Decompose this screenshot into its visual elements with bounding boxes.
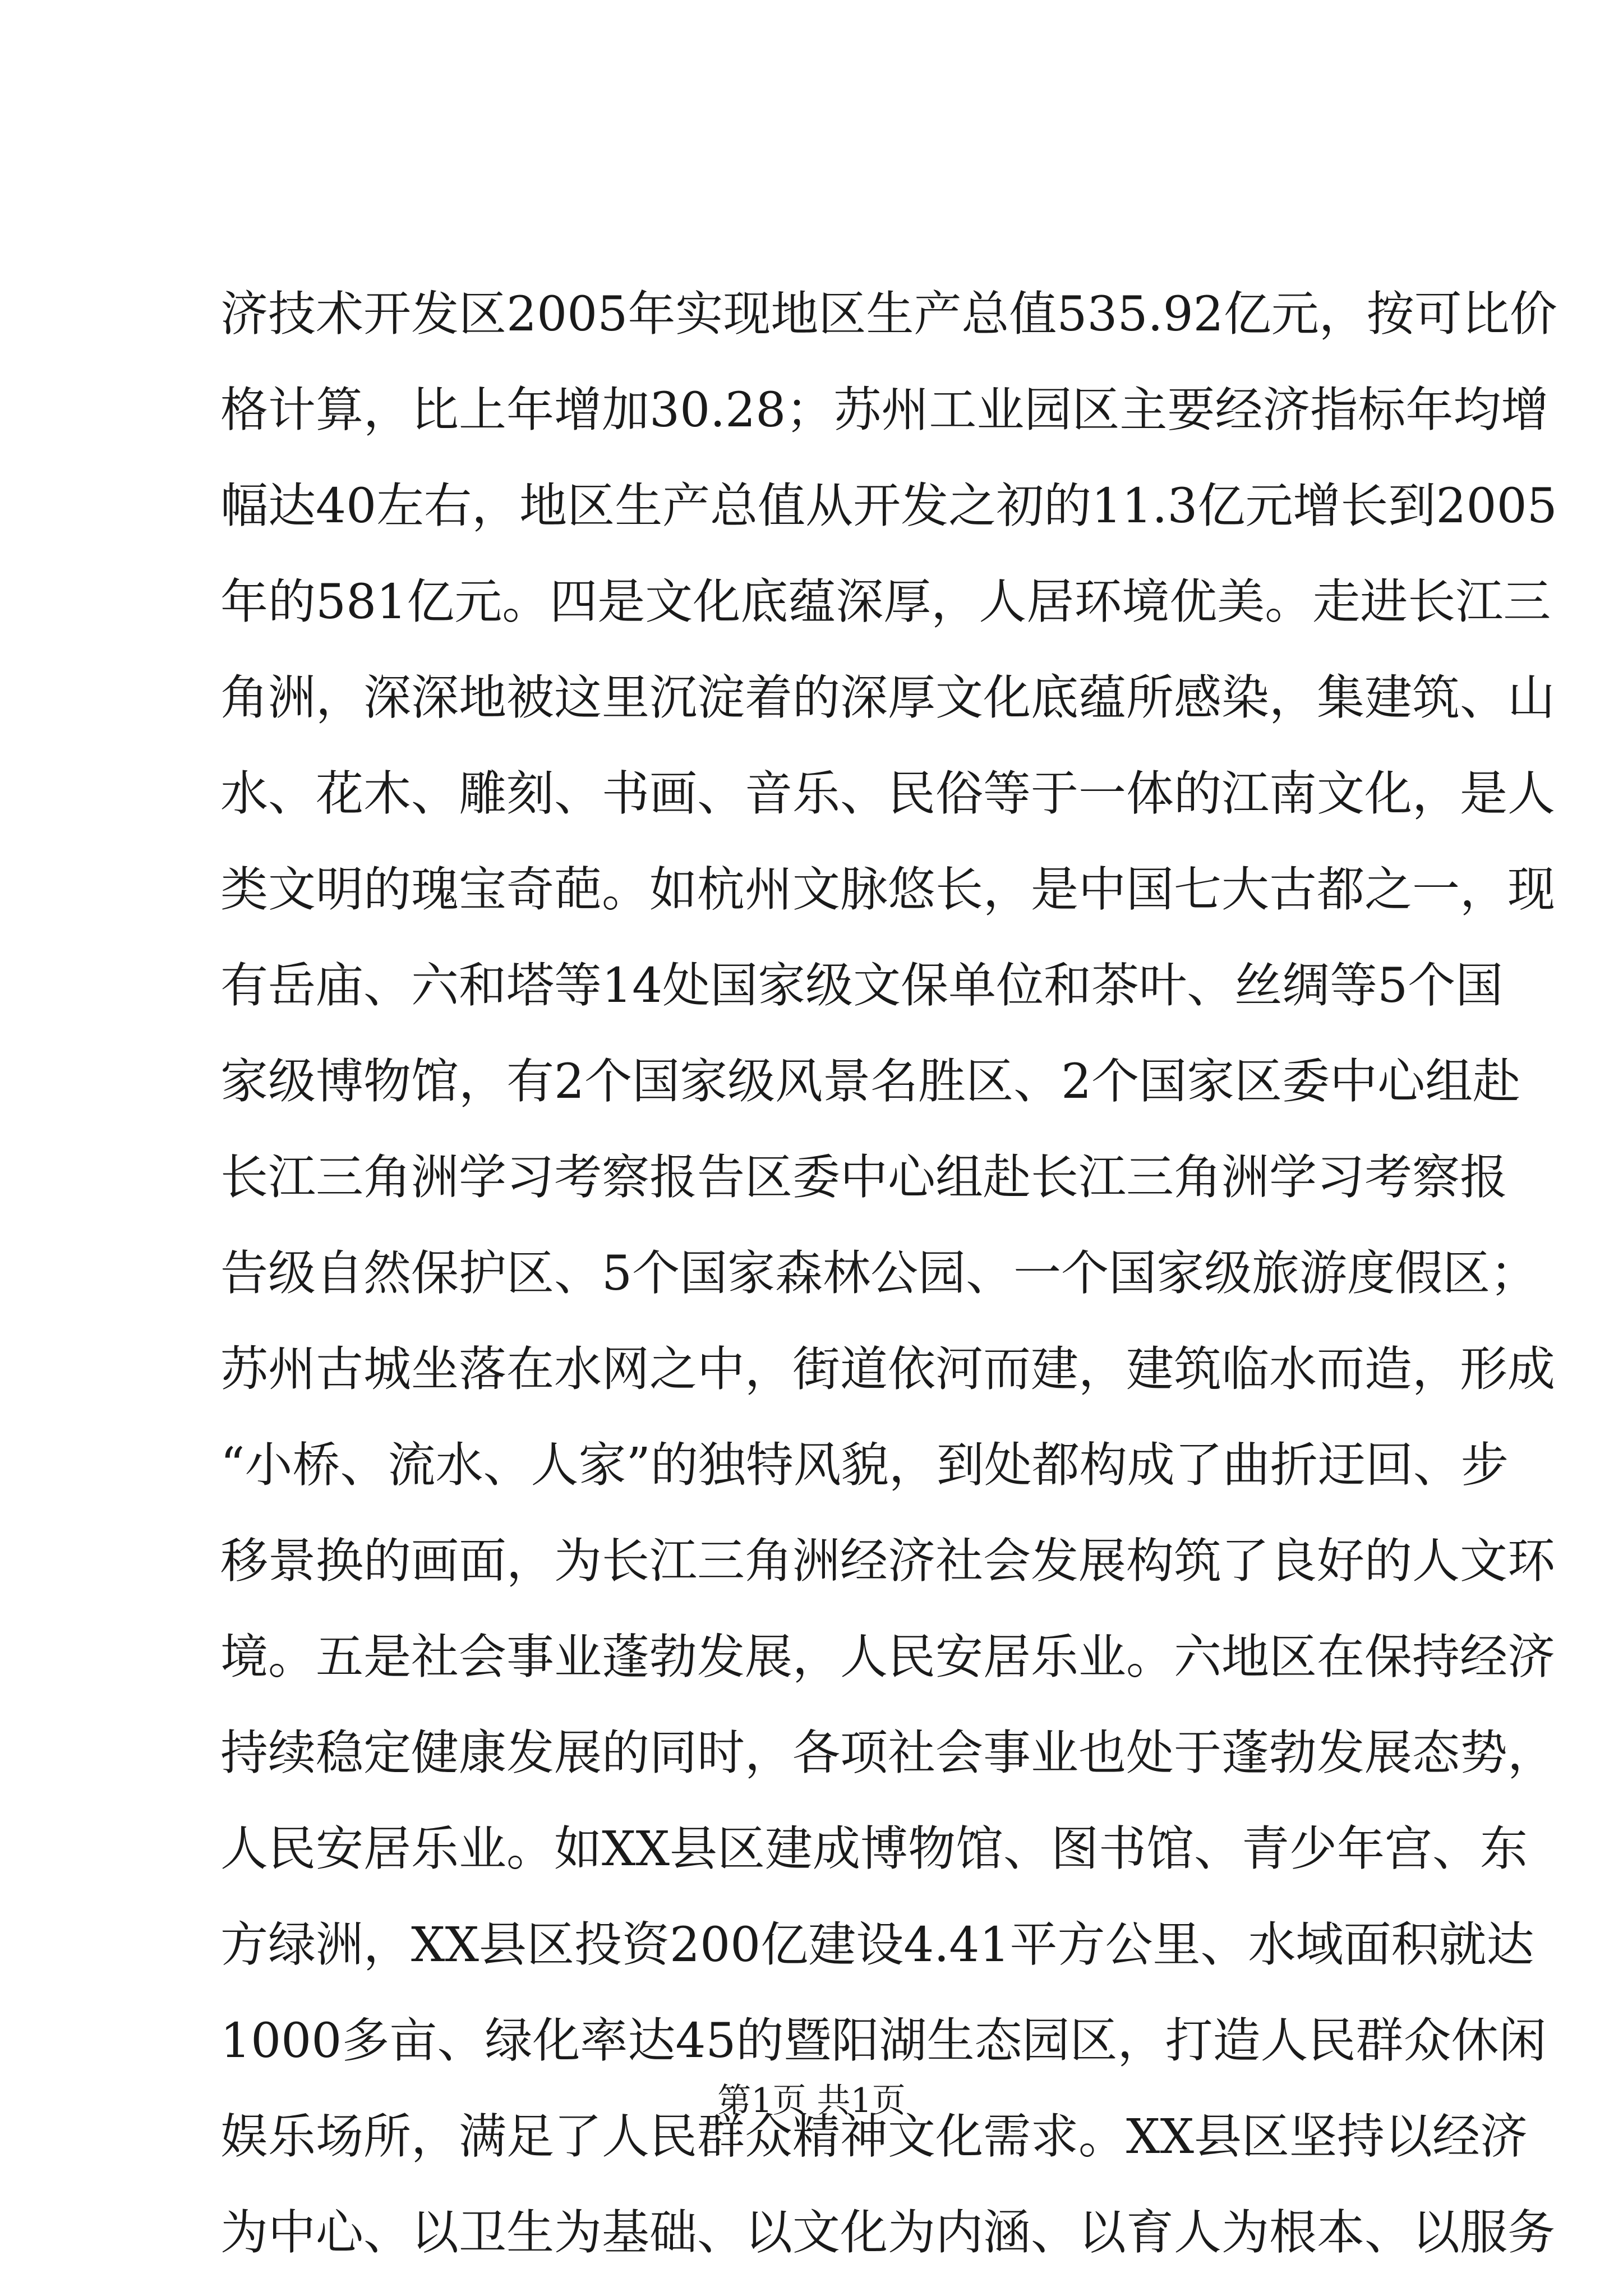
text-line: 长江三角洲学习考察报告区委中心组赴长江三角洲学习考察报 xyxy=(220,1150,1508,1205)
text-line: 方绿洲，XX县区投资200亿建设4.41平方公里、水域面积就达 xyxy=(220,1917,1534,1973)
text-line: 境。五是社会事业蓬勃发展，人民安居乐业。六地区在保持经济 xyxy=(220,1630,1556,1685)
page-number-label: 第1页 共1页 xyxy=(717,2081,906,2120)
text-line: 人民安居乐业。如XX县区建成博物馆、图书馆、青少年宫、东 xyxy=(220,1821,1528,1877)
text-line: “小桥、流水、人家”的独特风貌，到处都构成了曲折迂回、步 xyxy=(220,1438,1509,1493)
text-line: 有岳庙、六和塔等14处国家级文保单位和茶叶、丝绸等5个国 xyxy=(220,958,1504,1014)
body-text xyxy=(220,266,1557,2281)
page-footer xyxy=(0,2078,1623,2123)
text-line: 幅达40左右，地区生产总值从开发之初的11.3亿元增长到2005 xyxy=(220,478,1557,534)
text-line: 告级自然保护区、5个国家森林公园、一个国家级旅游度假区； xyxy=(220,1246,1538,1301)
text-line: 苏州古城坐落在水网之中，街道依河而建，建筑临水而造，形成 xyxy=(220,1342,1556,1397)
text-line: 年的581亿元。四是文化底蕴深厚，人居环境优美。走进长江三 xyxy=(220,574,1551,630)
text-line: 格计算，比上年增加30.28；苏州工业园区主要经济指标年均增 xyxy=(220,383,1549,438)
text-line: 为中心、以卫生为基础、以文化为内涵、以育人为根本、以服务 xyxy=(220,2205,1556,2261)
text-line: 持续稳定健康发展的同时，各项社会事业也处于蓬勃发展态势， xyxy=(220,1726,1556,1781)
text-line: 1000多亩、绿化率达45的暨阳湖生态园区，打造人民群众休闲 xyxy=(220,2013,1547,2069)
text-line: 移景换的画面，为长江三角洲经济社会发展构筑了良好的人文环 xyxy=(220,1534,1556,1589)
text-line: 水、花木、雕刻、书画、音乐、民俗等于一体的江南文化，是人 xyxy=(220,766,1556,822)
text-line: 济技术开发区2005年实现地区生产总值535.92亿元，按可比价 xyxy=(220,287,1557,342)
text-line: 家级博物馆，有2个国家级风景名胜区、2个国家区委中心组赴 xyxy=(220,1054,1521,1110)
text-line: 类文明的瑰宝奇葩。如杭州文脉悠长，是中国七大古都之一，现 xyxy=(220,862,1556,918)
text-line: 角洲，深深地被这里沉淀着的深厚文化底蕴所感染，集建筑、山 xyxy=(220,670,1556,726)
text-line: 娱乐场所，满足了人民群众精神文化需求。XX县区坚持以经济 xyxy=(220,2109,1528,2165)
